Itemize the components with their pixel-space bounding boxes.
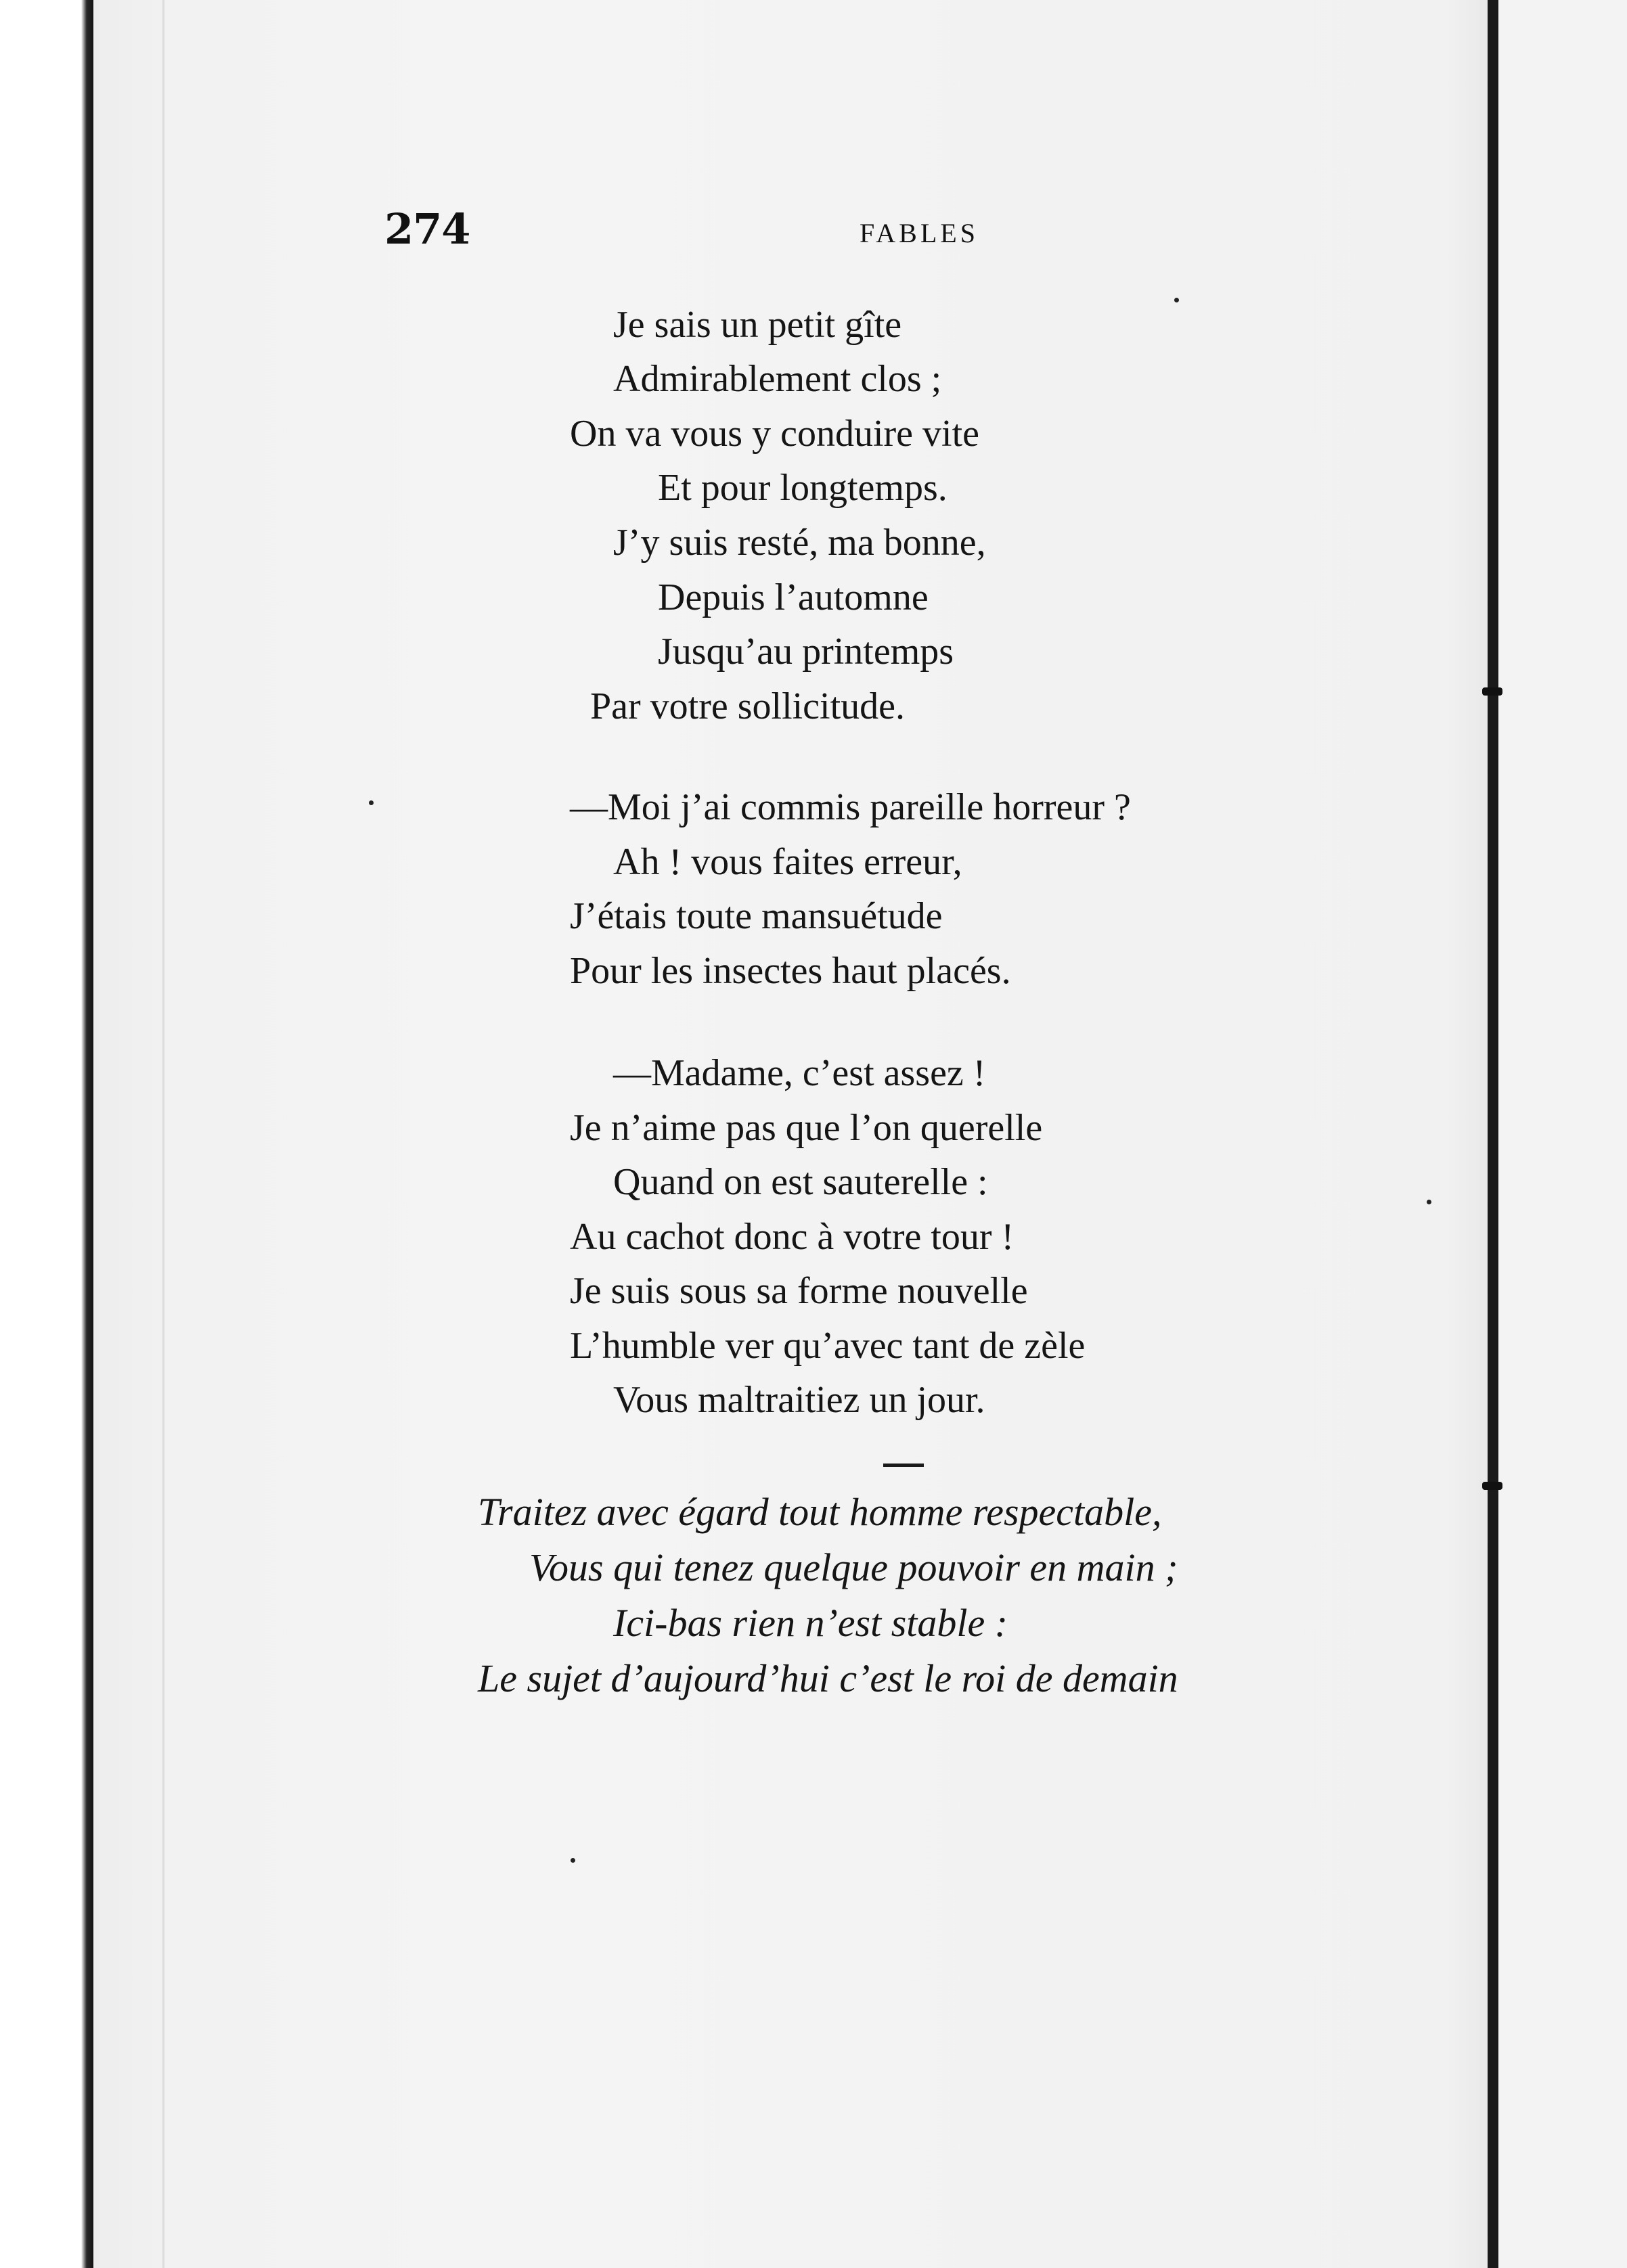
poem-line: J’y suis resté, ma bonne, (613, 522, 986, 564)
poem-line: Par votre sollicitude. (590, 685, 906, 727)
running-title: FABLES (860, 218, 979, 248)
ink-speck (369, 800, 374, 805)
poem-line: Et pour longtemps. (658, 467, 948, 509)
poem-line: Au cachot donc à votre tour ! (570, 1216, 1015, 1258)
poem-line: Quand on est sauterelle : (613, 1161, 988, 1203)
ink-speck (1174, 298, 1179, 302)
moral-line: Le sujet d’aujourd’hui c’est le roi de demain (478, 1656, 1178, 1700)
poem-line: Jusqu’au printemps (658, 631, 954, 673)
facing-page-edge (1498, 0, 1627, 2268)
poem-line: L’humble ver qu’avec tant de zèle (570, 1325, 1086, 1367)
poem-line: Ah ! vous faites erreur, (613, 841, 962, 883)
poem-line: Admirablement clos ; (613, 358, 942, 400)
page-gutter (1488, 0, 1498, 2268)
moral-line: Vous qui tenez quelque pouvoir en main ; (529, 1545, 1178, 1589)
poem-line: Depuis l’automne (658, 576, 929, 618)
poem-line: —Madame, c’est assez ! (613, 1052, 986, 1094)
gutter-mark (1482, 687, 1502, 696)
poem-line: J’étais toute mansuétude (570, 895, 943, 937)
poem-line: Je n’aime pas que l’on querelle (570, 1107, 1043, 1149)
gutter-mark (1482, 1482, 1502, 1490)
section-rule (883, 1464, 924, 1467)
moral-line: Traitez avec égard tout homme respectable, (478, 1490, 1162, 1534)
ink-speck (1427, 1200, 1431, 1204)
binding-edge (0, 0, 93, 2268)
poem-line: Je suis sous sa forme nouvelle (570, 1270, 1028, 1312)
poem-line: Je sais un petit gîte (613, 304, 902, 346)
fold-line (162, 0, 164, 2268)
poem-line: Pour les insectes haut placés. (570, 950, 1011, 992)
poem-line: Vous maltraitiez un jour. (613, 1379, 985, 1421)
page-number: 274 (384, 204, 470, 254)
poem-line: —Moi j’ai commis pareille horreur ? (570, 786, 1131, 828)
poem-line: On va vous y conduire vite (570, 413, 979, 455)
ink-speck (571, 1858, 575, 1863)
moral-line: Ici-bas rien n’est stable : (613, 1601, 1008, 1645)
